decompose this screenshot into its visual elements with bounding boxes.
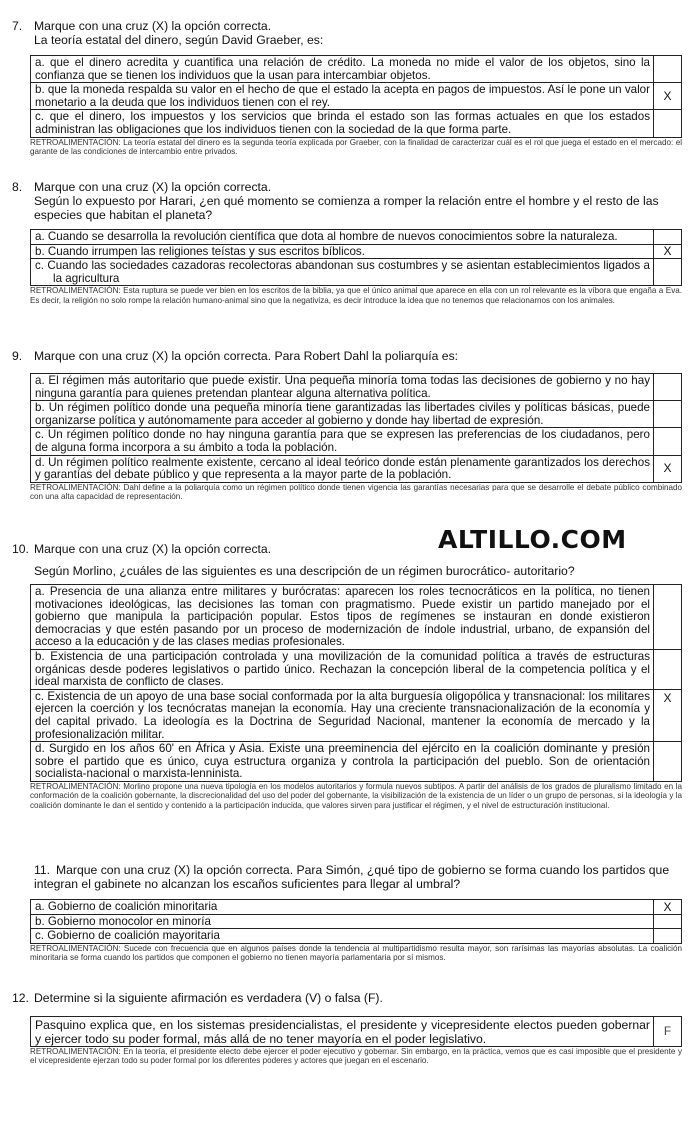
feedback: RETROALIMENTACIÓN: En la teoría, el presidente electo debe ejercer el poder ejecutivo y gobernar. Sin embargo, en la práctica, vemos que es casi imposible que el presidente y el vicepresidente ejerzan todo su poder formal por los diferentes poderes y actores que juegan en el escenario.: [30, 1047, 682, 1066]
answer-cell[interactable]: [654, 374, 682, 401]
option-row: [31, 401, 682, 428]
options-table: [30, 373, 682, 483]
answer-cell[interactable]: X: [654, 900, 682, 915]
answer-cell[interactable]: [654, 649, 682, 689]
feedback: RETROALIMENTACIÓN: Dahl define a la poliarquía como un régimen político donde tienen vigencia las garantías necesarias para que se desarrolle el debate público combinado con una alta capacidad de representación.: [30, 482, 682, 502]
option-text: a. Presencia de una alianza entre militares y burócratas: aparecen los roles tecnocráticos en la política, no tienen motivaciones ideológicas, las decisiones las toman con pragmatismo. Puede existir un partido manejado por el gobierno que manipula la participación popular. Estos tipos de regímenes se instauran en donde existieron democracias y que estén pasando por un proceso de modernización de índole industrial, urbano, de expansión del acceso a la educación y de las clases medias profesionales.: [31, 585, 654, 650]
question-instruction: Marque con una cruz (X) la opción correcta. Para Simón, ¿qué tipo de gobierno se forma cuando los partidos que integran el gabinete no alcanzan los escaños suficientes para llegar al umbral?: [34, 863, 670, 891]
option-row: [31, 110, 682, 137]
option-row: [31, 1017, 682, 1047]
option-row: [31, 83, 682, 110]
option-row: [31, 428, 682, 455]
option-text: c. Cuando las sociedades cazadoras recolectoras abandonan sus costumbres y se asientan establecimientos ligados a la agricultura: [31, 259, 654, 286]
question-number: 9.: [12, 349, 23, 363]
question-instruction: Marque con una cruz (X) la opción correcta.: [34, 19, 272, 33]
question-12: [0, 991, 700, 1066]
answer-cell[interactable]: [654, 929, 682, 944]
option-text: d. Surgido en los años 60' en África y Asia. Existe una preeminencia del ejército en la coalición dominante y presión sobre el partido que es único, cuya estructura organiza y controla la participación del pueblo. Son de orientación socialista-nacional o marxista-lenninista.: [31, 742, 654, 782]
option-row: [31, 230, 682, 245]
options-table: [30, 584, 682, 782]
answer-cell[interactable]: [654, 428, 682, 455]
question-number: 11.: [34, 863, 51, 877]
option-text: b. Cuando irrumpen las religiones teístas y sus escritos bíblicos.: [31, 244, 654, 259]
question-10: [0, 542, 700, 810]
answer-cell[interactable]: [654, 585, 682, 650]
option-row: [31, 649, 682, 689]
question-9: [0, 349, 700, 502]
option-row: [31, 259, 682, 286]
option-row: [31, 585, 682, 650]
options-table: [30, 899, 682, 944]
option-row: [31, 244, 682, 259]
question-number: 12.: [12, 991, 29, 1005]
answer-cell[interactable]: X: [654, 455, 682, 482]
option-row: [31, 374, 682, 401]
option-row: [31, 929, 682, 944]
statement-text: Pasquino explica que, en los sistemas presidencialistas, el presidente y vicepresidente electos pueden gobernar y ejercer todo su poder formal, más allá de no tener mayoría en el poder legislativo.: [31, 1017, 654, 1047]
option-text: b. que la moneda respalda su valor en el hecho de que el estado la acepta en pagos de impuestos. Así le pone un valor monetario a la deuda que los individuos tienen con el rey.: [31, 83, 654, 110]
option-text: a. que el dinero acredita y cuantifica una relación de crédito. La moneda no mide el valor de los objetos, sino la confianza que se tienen los individuos que la usan para intercambiar objetos.: [31, 56, 654, 83]
answer-cell[interactable]: [654, 742, 682, 782]
question-instruction: Marque con una cruz (X) la opción correcta.: [34, 542, 272, 556]
watermark-logo: ALTILLO.COM: [438, 525, 627, 554]
feedback: RETROALIMENTACIÓN: Sucede con frecuencia que en algunos países donde la tendencia al multipartidismo resulta mayor, son rarísimas las mayorías absolutas. La coalición minoritaria se forma cuando los partidos que componen el gobierno no tienen mayoría parlamentaria por sí mismos.: [30, 943, 682, 963]
options-table: [30, 229, 682, 286]
question-11: [0, 863, 700, 963]
question-7: [0, 19, 700, 156]
question-instruction: Determine si la siguiente afirmación es verdadera (V) o falsa (F).: [34, 991, 383, 1005]
option-text: c. Gobierno de coalición mayoritaria: [31, 929, 654, 944]
option-text: b. Un régimen político donde una pequeña minoría tiene garantizadas las libertades civiles y políticas básicas, puede organizarse política y autónomamente para acceder al gobierno y donde hay libertad de expresión.: [31, 401, 654, 428]
option-text: c. Existencia de un apoyo de una base social conformada por la alta burguesía oligopólica y transnacional: los militares ejercen la coerción y los tecnócratas manejan la economía. Hay una creciente transnacionalización de la economía y del capital privado. La ideología es la Doctrina de Seguridad Nacional, mantener la economía de mercado y la profesionalización militar.: [31, 689, 654, 741]
option-text: b. Existencia de una participación controlada y una movilización de la comunidad política a través de estructuras orgánicas desde poderes legislativos o partido único. Rechazan la concepción liberal de la competencia política y el ideal marxista de conflicto de clases.: [31, 649, 654, 689]
option-row: [31, 742, 682, 782]
answer-cell[interactable]: [654, 401, 682, 428]
feedback: RETROALIMENTACIÓN: Morlino propone una nueva tipología en los modelos autoritarios y formula nuevos subtipos. A partir del análisis de los grados de pluralismo limitado en la conformación de la coalición gobernante, la discrecionalidad del uso del poder del gobernante, la visibilización de la existencia de un líder o un grupo de personas, si la ideología y la coalición dominante le dan el sentido y contenido a la participación inducida, que valores sirven para justificar el régimen, y el nivel de estructuración institucional.: [30, 781, 682, 810]
option-row: [31, 914, 682, 929]
options-table: [30, 55, 682, 138]
option-text: a. Cuando se desarrolla la revolución científica que dota al hombre de nuevos conocimientos sobre la naturaleza.: [31, 230, 654, 245]
question-instruction: Marque con una cruz (X) la opción correcta.: [34, 180, 272, 194]
option-text: c. que el dinero, los impuestos y los servicios que brinda el estado son las formas actuales en que los estados administran las obligaciones que los individuos tienen con la sociedad de la que forma parte.: [31, 110, 654, 137]
question-prompt: Según Morlino, ¿cuáles de las siguientes es una descripción de un régimen burocrático- autoritario?: [34, 564, 575, 578]
answer-cell[interactable]: X: [654, 83, 682, 110]
question-8: [0, 180, 700, 305]
answer-cell[interactable]: [654, 56, 682, 83]
answer-cell[interactable]: X: [654, 244, 682, 259]
option-text: d. Un régimen político realmente existente, cercano al ideal teórico donde están plenamente garantizados los derechos y garantías del debate público y que representa a la mayor parte de la población.: [31, 455, 654, 482]
option-text: a. El régimen más autoritario que puede existir. Una pequeña minoría toma todas las decisiones de gobierno y no hay ninguna garantía para quienes pretendan plantear alguna alternativa política.: [31, 374, 654, 401]
question-number: 10.: [12, 542, 29, 556]
option-text: c. Un régimen político donde no hay ninguna garantía para que se expresen las preferencias de los ciudadanos, pero de alguna forma incorpora a su ámbito a toda la población.: [31, 428, 654, 455]
question-instruction: Marque con una cruz (X) la opción correcta. Para Robert Dahl la poliarquía es:: [34, 349, 459, 363]
question-number: 8.: [12, 180, 23, 194]
option-row: [31, 689, 682, 741]
question-number: 7.: [12, 19, 23, 33]
answer-cell[interactable]: X: [654, 689, 682, 741]
answer-cell[interactable]: [654, 230, 682, 245]
options-table: [30, 1016, 682, 1047]
feedback: RETROALIMENTACIÓN: La teoría estatal del dinero es la segunda teoría explicada por Graeber, con la finalidad de caracterizar cuál es el rol que juega el estado en el mercado: el garante de las condiciones de intercambio entre privados.: [30, 137, 682, 156]
option-row: [31, 900, 682, 915]
option-row: [31, 455, 682, 482]
option-text: b. Gobierno monocolor en minoría: [31, 914, 654, 929]
answer-cell[interactable]: [654, 914, 682, 929]
answer-cell[interactable]: F: [654, 1017, 682, 1047]
question-prompt: Según lo expuesto por Harari, ¿en qué momento se comienza a romper la relación entre el hombre y el resto de las especies que habitan el planeta?: [34, 194, 659, 222]
answer-cell[interactable]: [654, 110, 682, 137]
question-prompt: La teoría estatal del dinero, según David Graeber, es:: [34, 33, 324, 47]
answer-cell[interactable]: [654, 259, 682, 286]
option-text: a. Gobierno de coalición minoritaria: [31, 900, 654, 915]
feedback: RETROALIMENTACIÓN: Esta ruptura se puede ver bien en los escritos de la biblia, ya que el único animal que aparece en ella con un rol relevante es la víbora que engaña a Eva. Es decir, la religión no solo rompe la relación humano-animal sino que la negativiza, es decir introduce la idea que no tenemos que relacionarnos con los animales.: [30, 286, 682, 305]
option-row: [31, 56, 682, 83]
